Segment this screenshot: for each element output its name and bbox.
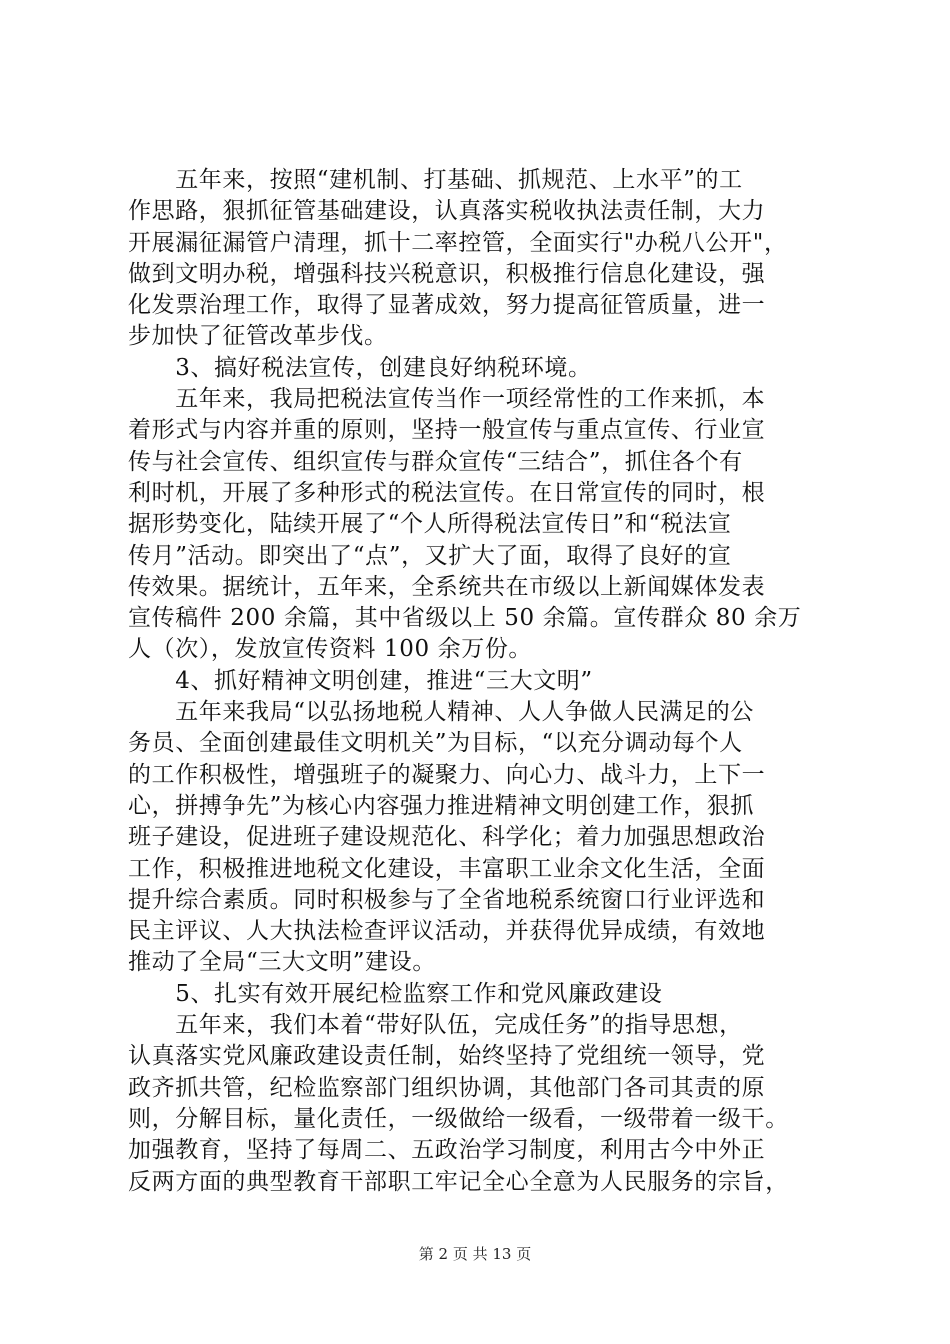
body-text-line: 提升综合素质。同时积极参与了全省地税系统窗口行业评选和 [128,886,766,913]
document-body [128,165,840,1198]
body-text-line: 步加快了征管改革步伐。 [128,323,388,350]
body-text-line: 开展漏征漏管户清理，抓十二率控管，全面实行"办税八公开"， [128,229,788,256]
body-text-line: 认真落实党风廉政建设责任制，始终坚持了党组统一领导，党 [128,1043,766,1070]
body-text-line: 则，分解目标，量化责任，一级做给一级看，一级带着一级干。 [128,1105,789,1132]
body-text-line: 做到文明办税，增强科技兴税意识，积极推行信息化建设，强 [128,260,766,287]
body-text-line: 传效果。据统计，五年来，全系统共在市级以上新闻媒体发表 [128,573,766,600]
body-text-line: 工作，积极推进地税文化建设，丰富职工业余文化生活，全面 [128,855,766,882]
body-text-line: 的工作积极性，增强班子的凝聚力、向心力、战斗力，上下一 [128,761,766,788]
body-text-line: 五年来，我局把税法宣传当作一项经常性的工作来抓，本 [128,386,766,413]
body-text-line: 反两方面的典型教育干部职工牢记全心全意为人民服务的宗旨， [128,1168,789,1195]
body-text-line: 五年来，按照“建机制、打基础、抓规范、上水平”的工 [128,167,743,193]
body-text-line: 化发票治理工作，取得了显著成效，努力提高征管质量，进一 [128,292,766,319]
body-text-line: 5、扎实有效开展纪检监察工作和党风廉政建设 [128,980,663,1007]
body-text-line: 传与社会宣传、组织宣传与群众宣传“三结合”，抓住各个有 [128,448,743,475]
body-text-line: 4、抓好精神文明创建，推进“三大文明” [128,667,593,694]
body-text-line: 五年来我局“以弘扬地税人精神、人人争做人民满足的公 [128,699,754,726]
body-text-line: 据形势变化，陆续开展了“个人所得税法宣传日”和“税法宣 [128,511,732,538]
body-text-line: 利时机，开展了多种形式的税法宣传。在日常宣传的同时，根 [128,479,766,506]
body-text-line: 加强教育，坚持了每周二、五政治学习制度，利用古今中外正 [128,1137,766,1164]
body-text-line: 推动了全局“三大文明”建设。 [128,949,436,976]
page-footer: 第 2 页 共 13 页 [418,1245,532,1263]
body-text-line: 务员、全面创建最佳文明机关”为目标，“以充分调动每个人 [128,730,743,757]
body-text-line: 民主评议、人大执法检查评议活动，并获得优异成绩，有效地 [128,918,766,945]
body-text-line: 3、搞好税法宣传，创建良好纳税环境。 [128,354,592,381]
body-text-line: 班子建设，促进班子建设规范化、科学化；着力加强思想政治 [128,824,766,851]
body-text-line: 人（次），发放宣传资料 100 余万份。 [128,636,533,663]
body-text-line: 五年来，我们本着“带好队伍，完成任务”的指导思想， [128,1012,743,1039]
body-text-line: 心，拼搏争先”为核心内容强力推进精神文明创建工作，狠抓 [128,792,754,819]
body-text-line: 政齐抓共管，纪检监察部门组织协调，其他部门各司其责的原 [128,1074,766,1101]
body-text-line: 宣传稿件 200 余篇，其中省级以上 50 余篇。宣传群众 80 余万 [128,605,802,632]
body-text-line: 传月”活动。即突出了“点”，又扩大了面，取得了良好的宣 [128,542,732,569]
body-text-line: 着形式与内容并重的原则，坚持一般宣传与重点宣传、行业宣 [128,417,766,444]
body-text-line: 作思路，狠抓征管基础建设，认真落实税收执法责任制，大力 [128,198,766,225]
